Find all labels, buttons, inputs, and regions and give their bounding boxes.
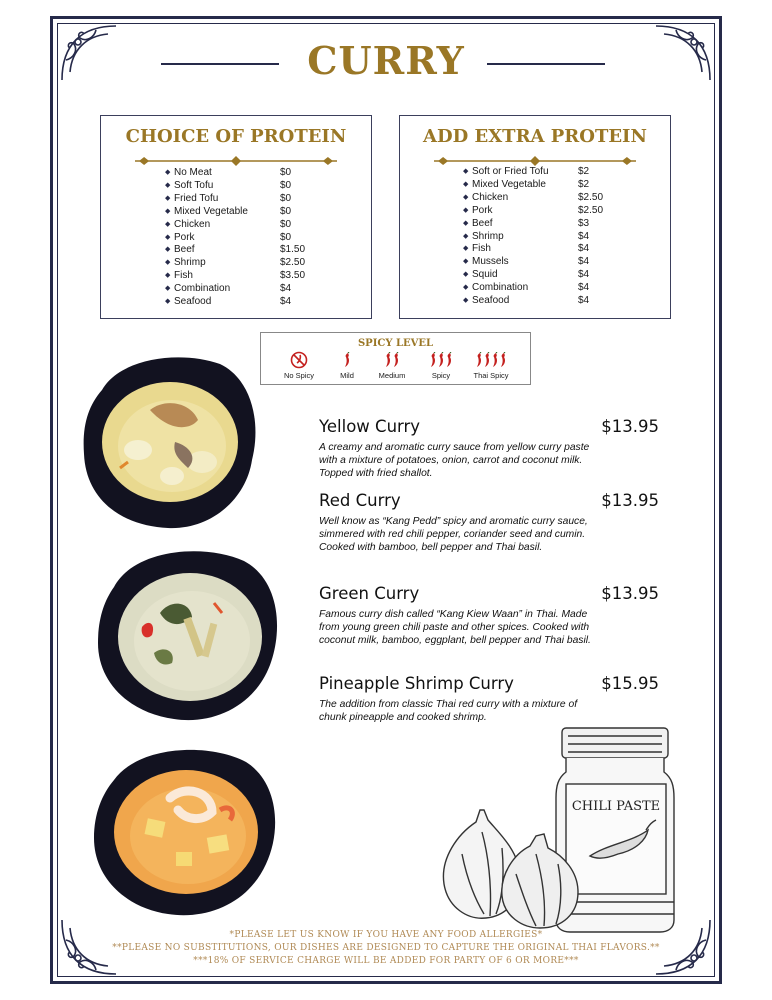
protein-row — [463, 192, 618, 205]
extra-protein-list — [463, 166, 618, 308]
spicy-level-legend — [260, 332, 531, 385]
protein-name: Seafood — [472, 295, 510, 307]
dish-item — [319, 674, 659, 725]
protein-price: $0 — [280, 192, 292, 204]
protein-price: $4 — [280, 296, 292, 308]
protein-price: $4 — [578, 243, 590, 255]
diamond-bullet-icon: ◆ — [165, 233, 171, 241]
diamond-bullet-icon: ◆ — [463, 245, 469, 253]
protein-choice-title: CHOICE OF PROTEIN — [125, 126, 347, 147]
protein-name: Combination — [472, 282, 529, 294]
protein-name: No Meat — [174, 167, 212, 178]
protein-name: Fried Tofu — [174, 192, 219, 204]
protein-row — [463, 256, 618, 269]
diamond-bullet-icon: ◆ — [165, 259, 171, 267]
dish-price: $13.95 — [601, 417, 659, 436]
spicy-level-label: Medium — [378, 371, 406, 380]
protein-row — [463, 295, 618, 308]
protein-row — [165, 206, 320, 219]
protein-row — [165, 193, 320, 206]
footer-note-service-charge: ***18% OF SERVICE CHARGE WILL BE ADDED FOR PARTY OF 6 OR MORE*** — [193, 956, 579, 966]
diamond-bullet-icon: ◆ — [463, 258, 469, 266]
diamond-bullet-icon: ◆ — [165, 285, 171, 293]
protein-name: Pork — [472, 204, 493, 216]
protein-row — [165, 296, 320, 309]
diamond-bullet-icon: ◆ — [165, 220, 171, 228]
spicy-level-item — [461, 351, 521, 380]
extra-protein-box — [399, 115, 671, 319]
dish-description: Famous curry dish called “Kang Kiew Waan” in Thai. Made from young green chili paste and other spices. Cooked with coconut milk, bamboo, eggplant, bell pepper and Thai basil. — [319, 609, 591, 646]
extra-protein-title: ADD EXTRA PROTEIN — [423, 126, 647, 147]
diamond-bullet-icon: ◆ — [463, 232, 469, 240]
protein-name: Soft or Fried Tofu — [472, 166, 549, 177]
chili-pepper-icon — [461, 351, 521, 369]
dish-name: Red Curry — [319, 491, 401, 510]
protein-row — [463, 218, 618, 231]
protein-price: $0 — [280, 167, 292, 178]
divider-ornament-icon — [434, 154, 636, 166]
footer-note-substitutions: **PLEASE NO SUBSTITUTIONS, OUR DISHES ARE DESIGNED TO CAPTURE THE ORIGINAL THAI FLAVORS.** — [112, 943, 660, 953]
diamond-bullet-icon: ◆ — [463, 297, 469, 305]
protein-row — [463, 269, 618, 282]
protein-price: $4 — [280, 283, 292, 295]
protein-choice-list — [165, 167, 320, 309]
protein-name: Beef — [174, 244, 195, 256]
protein-name: Mussels — [472, 256, 509, 268]
protein-price: $2.50 — [280, 257, 306, 269]
dish-item — [319, 584, 659, 647]
protein-price: $4 — [578, 230, 590, 242]
spicy-level-label: Thai Spicy — [473, 371, 509, 380]
protein-name: Chicken — [174, 218, 211, 230]
diamond-bullet-icon: ◆ — [165, 194, 171, 202]
protein-row — [463, 282, 618, 295]
dish-description: Well know as “Kang Pedd” spicy and aromatic curry sauce, simmered with red chili pepper, coriander seed and cumin. Cooked with bamboo, bell pepper and Thai basil. — [319, 516, 588, 553]
diamond-bullet-icon: ◆ — [463, 193, 469, 201]
dish-description: A creamy and aromatic curry sauce from yellow curry paste with a mixture of potatoes, onion, carrot and coconut milk. Topped with fried shallot. — [319, 442, 590, 479]
protein-name: Pork — [174, 231, 195, 243]
protein-name: Mixed Vegetable — [174, 205, 248, 217]
protein-row — [165, 167, 320, 180]
diamond-bullet-icon: ◆ — [463, 168, 469, 175]
diamond-bullet-icon: ◆ — [165, 298, 171, 306]
protein-price: $0 — [280, 231, 292, 243]
diamond-bullet-icon: ◆ — [165, 181, 171, 189]
protein-row — [463, 205, 618, 218]
protein-row — [463, 179, 618, 192]
dish-price: $13.95 — [601, 584, 659, 603]
protein-row — [165, 219, 320, 232]
protein-price: $0 — [280, 218, 292, 230]
chili-paste-illustration — [432, 724, 680, 934]
protein-name: Fish — [174, 270, 193, 282]
protein-name: Shrimp — [472, 230, 504, 242]
protein-price: $4 — [578, 256, 590, 268]
diamond-bullet-icon: ◆ — [165, 169, 171, 176]
protein-row — [463, 166, 618, 179]
page-title: CURRY — [307, 38, 465, 83]
diamond-bullet-icon: ◆ — [165, 246, 171, 254]
diamond-bullet-icon: ◆ — [463, 219, 469, 227]
dish-item — [319, 417, 659, 480]
dish-item — [319, 491, 659, 554]
spicy-level-label: Mild — [340, 371, 354, 380]
protein-price: $4 — [578, 295, 590, 307]
spicy-level-title: SPICY LEVEL — [357, 338, 434, 349]
dish-description: The addition from classic Thai red curry with a mixture of chunk pineapple and cooked shrimp. — [319, 699, 578, 723]
protein-name: Chicken — [472, 191, 509, 203]
spicy-level-label: No Spicy — [283, 371, 314, 380]
protein-row — [463, 231, 618, 244]
protein-row — [165, 180, 320, 193]
divider-ornament-icon — [135, 154, 337, 166]
diamond-bullet-icon: ◆ — [463, 180, 469, 188]
protein-choice-box — [100, 115, 372, 319]
title-rule-right — [487, 63, 605, 65]
dish-price: $13.95 — [601, 491, 659, 510]
dish-price: $15.95 — [601, 674, 659, 693]
dish-name: Green Curry — [319, 584, 420, 603]
diamond-bullet-icon: ◆ — [165, 272, 171, 280]
protein-row — [463, 243, 618, 256]
protein-name: Fish — [472, 243, 491, 255]
jar-label: CHILI PASTE — [571, 799, 661, 814]
protein-price: $4 — [578, 282, 590, 294]
diamond-bullet-icon: ◆ — [463, 284, 469, 292]
protein-row — [165, 244, 320, 257]
protein-name: Seafood — [174, 296, 212, 308]
protein-price: $3.50 — [280, 270, 306, 282]
diamond-bullet-icon: ◆ — [463, 271, 469, 279]
protein-price: $2 — [578, 166, 590, 177]
protein-price: $2.50 — [578, 191, 604, 203]
protein-name: Mixed Vegetable — [472, 178, 546, 190]
protein-row — [165, 232, 320, 245]
protein-row — [165, 283, 320, 296]
protein-price: $1.50 — [280, 244, 306, 256]
diamond-bullet-icon: ◆ — [165, 207, 171, 215]
protein-price: $2.50 — [578, 204, 604, 216]
footer-note-allergies: *PLEASE LET US KNOW IF YOU HAVE ANY FOOD ALLERGIES* — [229, 930, 543, 940]
protein-price: $3 — [578, 217, 590, 229]
protein-price: $0 — [280, 179, 292, 191]
protein-price: $2 — [578, 178, 590, 190]
red-curry-photo — [94, 543, 282, 725]
pineapple-shrimp-curry-photo — [90, 740, 280, 920]
protein-row — [165, 270, 320, 283]
yellow-curry-photo — [80, 350, 258, 532]
protein-name: Combination — [174, 283, 231, 295]
dish-name: Yellow Curry — [319, 417, 421, 436]
protein-name: Soft Tofu — [174, 179, 214, 191]
diamond-bullet-icon: ◆ — [463, 206, 469, 214]
dish-name: Pineapple Shrimp Curry — [319, 674, 514, 693]
protein-name: Shrimp — [174, 257, 206, 269]
protein-row — [165, 257, 320, 270]
protein-name: Squid — [472, 269, 498, 281]
spicy-level-label: Spicy — [431, 371, 451, 380]
protein-price: $0 — [280, 205, 292, 217]
protein-name: Beef — [472, 217, 493, 229]
protein-price: $4 — [578, 269, 590, 281]
